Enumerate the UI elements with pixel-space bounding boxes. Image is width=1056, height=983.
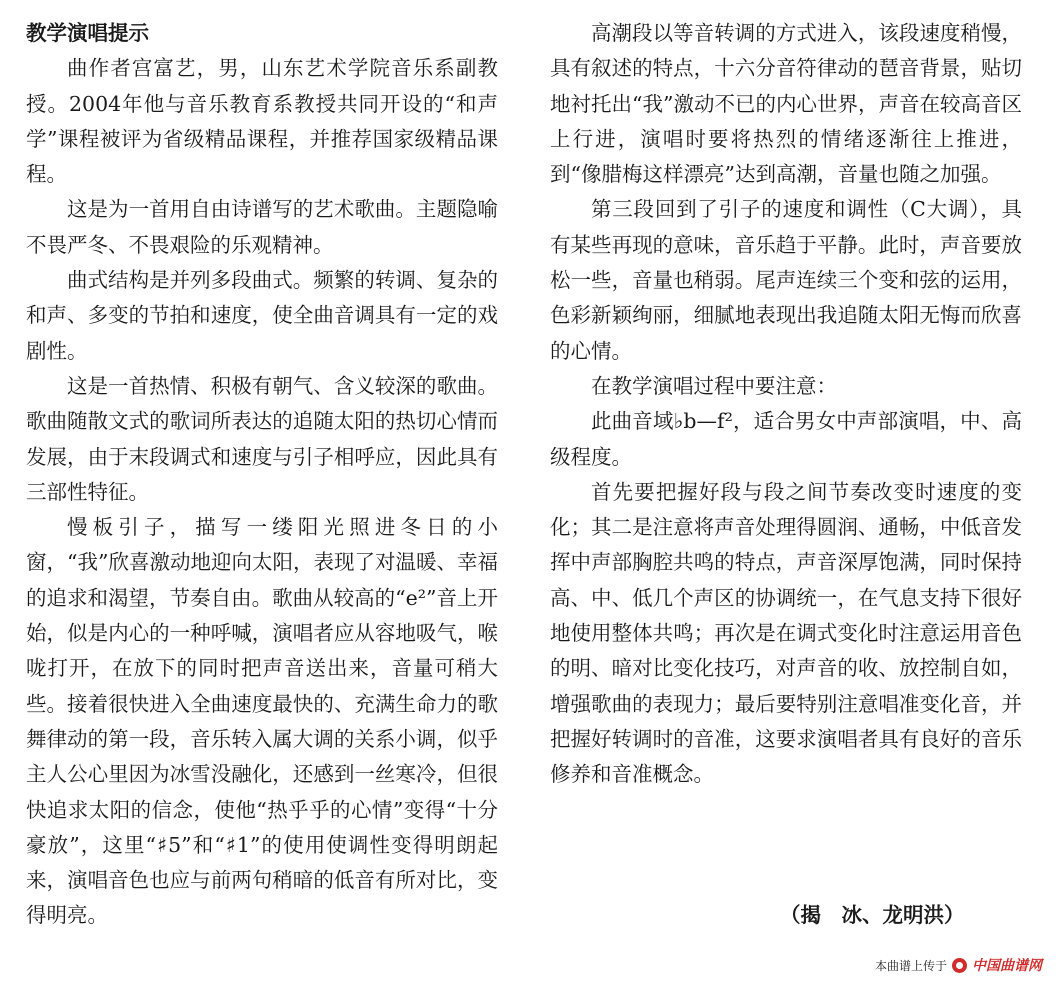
paragraph: 曲式结构是并列多段曲式。频繁的转调、复杂的和声、多变的节拍和速度，使全曲音调具有一定的戏剧性。: [26, 268, 498, 363]
left-column: [26, 16, 498, 934]
paragraph: 在教学演唱过程中要注意：: [591, 373, 837, 398]
paragraph: 慢板引子，描写一缕阳光照进冬日的小窗，“我”欣喜激动地迎向太阳，表现了对温暖、幸福的追求和渴望，节奏自由。歌曲从较高的“e²”音上开始，似是内心的一种呼喊，演唱者应从容地吸气，喉咙打开，在放下的同时把声音送出来，音量可稍大些。接着很快进入全曲速度最快的、充满生命力的歌舞律动的第一段，音乐转入属大调的关系小调，似乎主人公心里因为冰雪没融化，还感到一丝寒冷，但很快追求太阳的信念，使他“热乎乎的心情”变得“十分豪放”，这里“♯5”和“♯1”的使用使调性变得明朗起来，演唱音色也应与前两句稍暗的低音有所对比，变得明亮。: [26, 515, 498, 928]
paragraph: 高潮段以等音转调的方式进入，该段速度稍慢，具有叙述的特点，十六分音符律动的琶音背景，贴切地衬托出“我”激动不已的内心世界，声音在较高音区上行进，演唱时要将热烈的情绪逐渐往上推进，到“像腊梅这样漂亮”达到高潮，音量也随之加强。: [550, 21, 1022, 187]
site-brand[interactable]: 中国曲谱网: [972, 958, 1042, 974]
paragraph: 这是为一首用自由诗谱写的艺术歌曲。主题隐喻不畏严冬、不畏艰险的乐观精神。: [26, 197, 498, 257]
paragraph: 首先要把握好段与段之间节奏改变时速度的变化；其二是注意将声音处理得圆润、通畅，中低音发挥中声部胸腔共鸣的特点，声音深厚饱满，同时保持高、中、低几个声区的协调统一，在气息支持下很好地使用整体共鸣；再次是在调式变化时注意运用音色的明、暗对比变化技巧，对声音的收、放控制自如，增强歌曲的表现力；最后要特别注意唱准变化音，并把握好转调时的音准，这要求演唱者具有良好的音乐修养和音准概念。: [550, 479, 1022, 787]
article-heading: 教学演唱提示: [26, 21, 149, 45]
author-byline: （揭 冰、龙明洪）: [780, 903, 965, 927]
paragraph: 这是一首热情、积极有朝气、含义较深的歌曲。歌曲随散文式的歌词所表达的追随太阳的热切心情而发展，由于末段调式和速度与引子相呼应，因此具有三部性特征。: [26, 373, 498, 504]
paragraph: 此曲音域♭b—f²，适合男女中声部演唱，中、高级程度。: [550, 409, 1022, 469]
paragraph: 第三段回到了引子的速度和调性（C大调），具有某些再现的意味，音乐趋于平静。此时，声音要放松一些，音量也稍弱。尾声连续三个变和弦的运用，色彩新颖绚丽，细腻地表现出我追随太阳无悔而欣喜的心情。: [550, 197, 1022, 363]
right-column: [550, 16, 1022, 793]
upload-note: 本曲谱上传于: [874, 958, 947, 973]
qupu-logo-icon: [952, 958, 967, 973]
paragraph: 曲作者宫富艺，男，山东艺术学院音乐系副教授。2004年他与音乐教育系教授共同开设的“和声学”课程被评为省级精品课程，并推荐国家级精品课程。: [26, 56, 498, 187]
source-footer: [875, 955, 1042, 975]
